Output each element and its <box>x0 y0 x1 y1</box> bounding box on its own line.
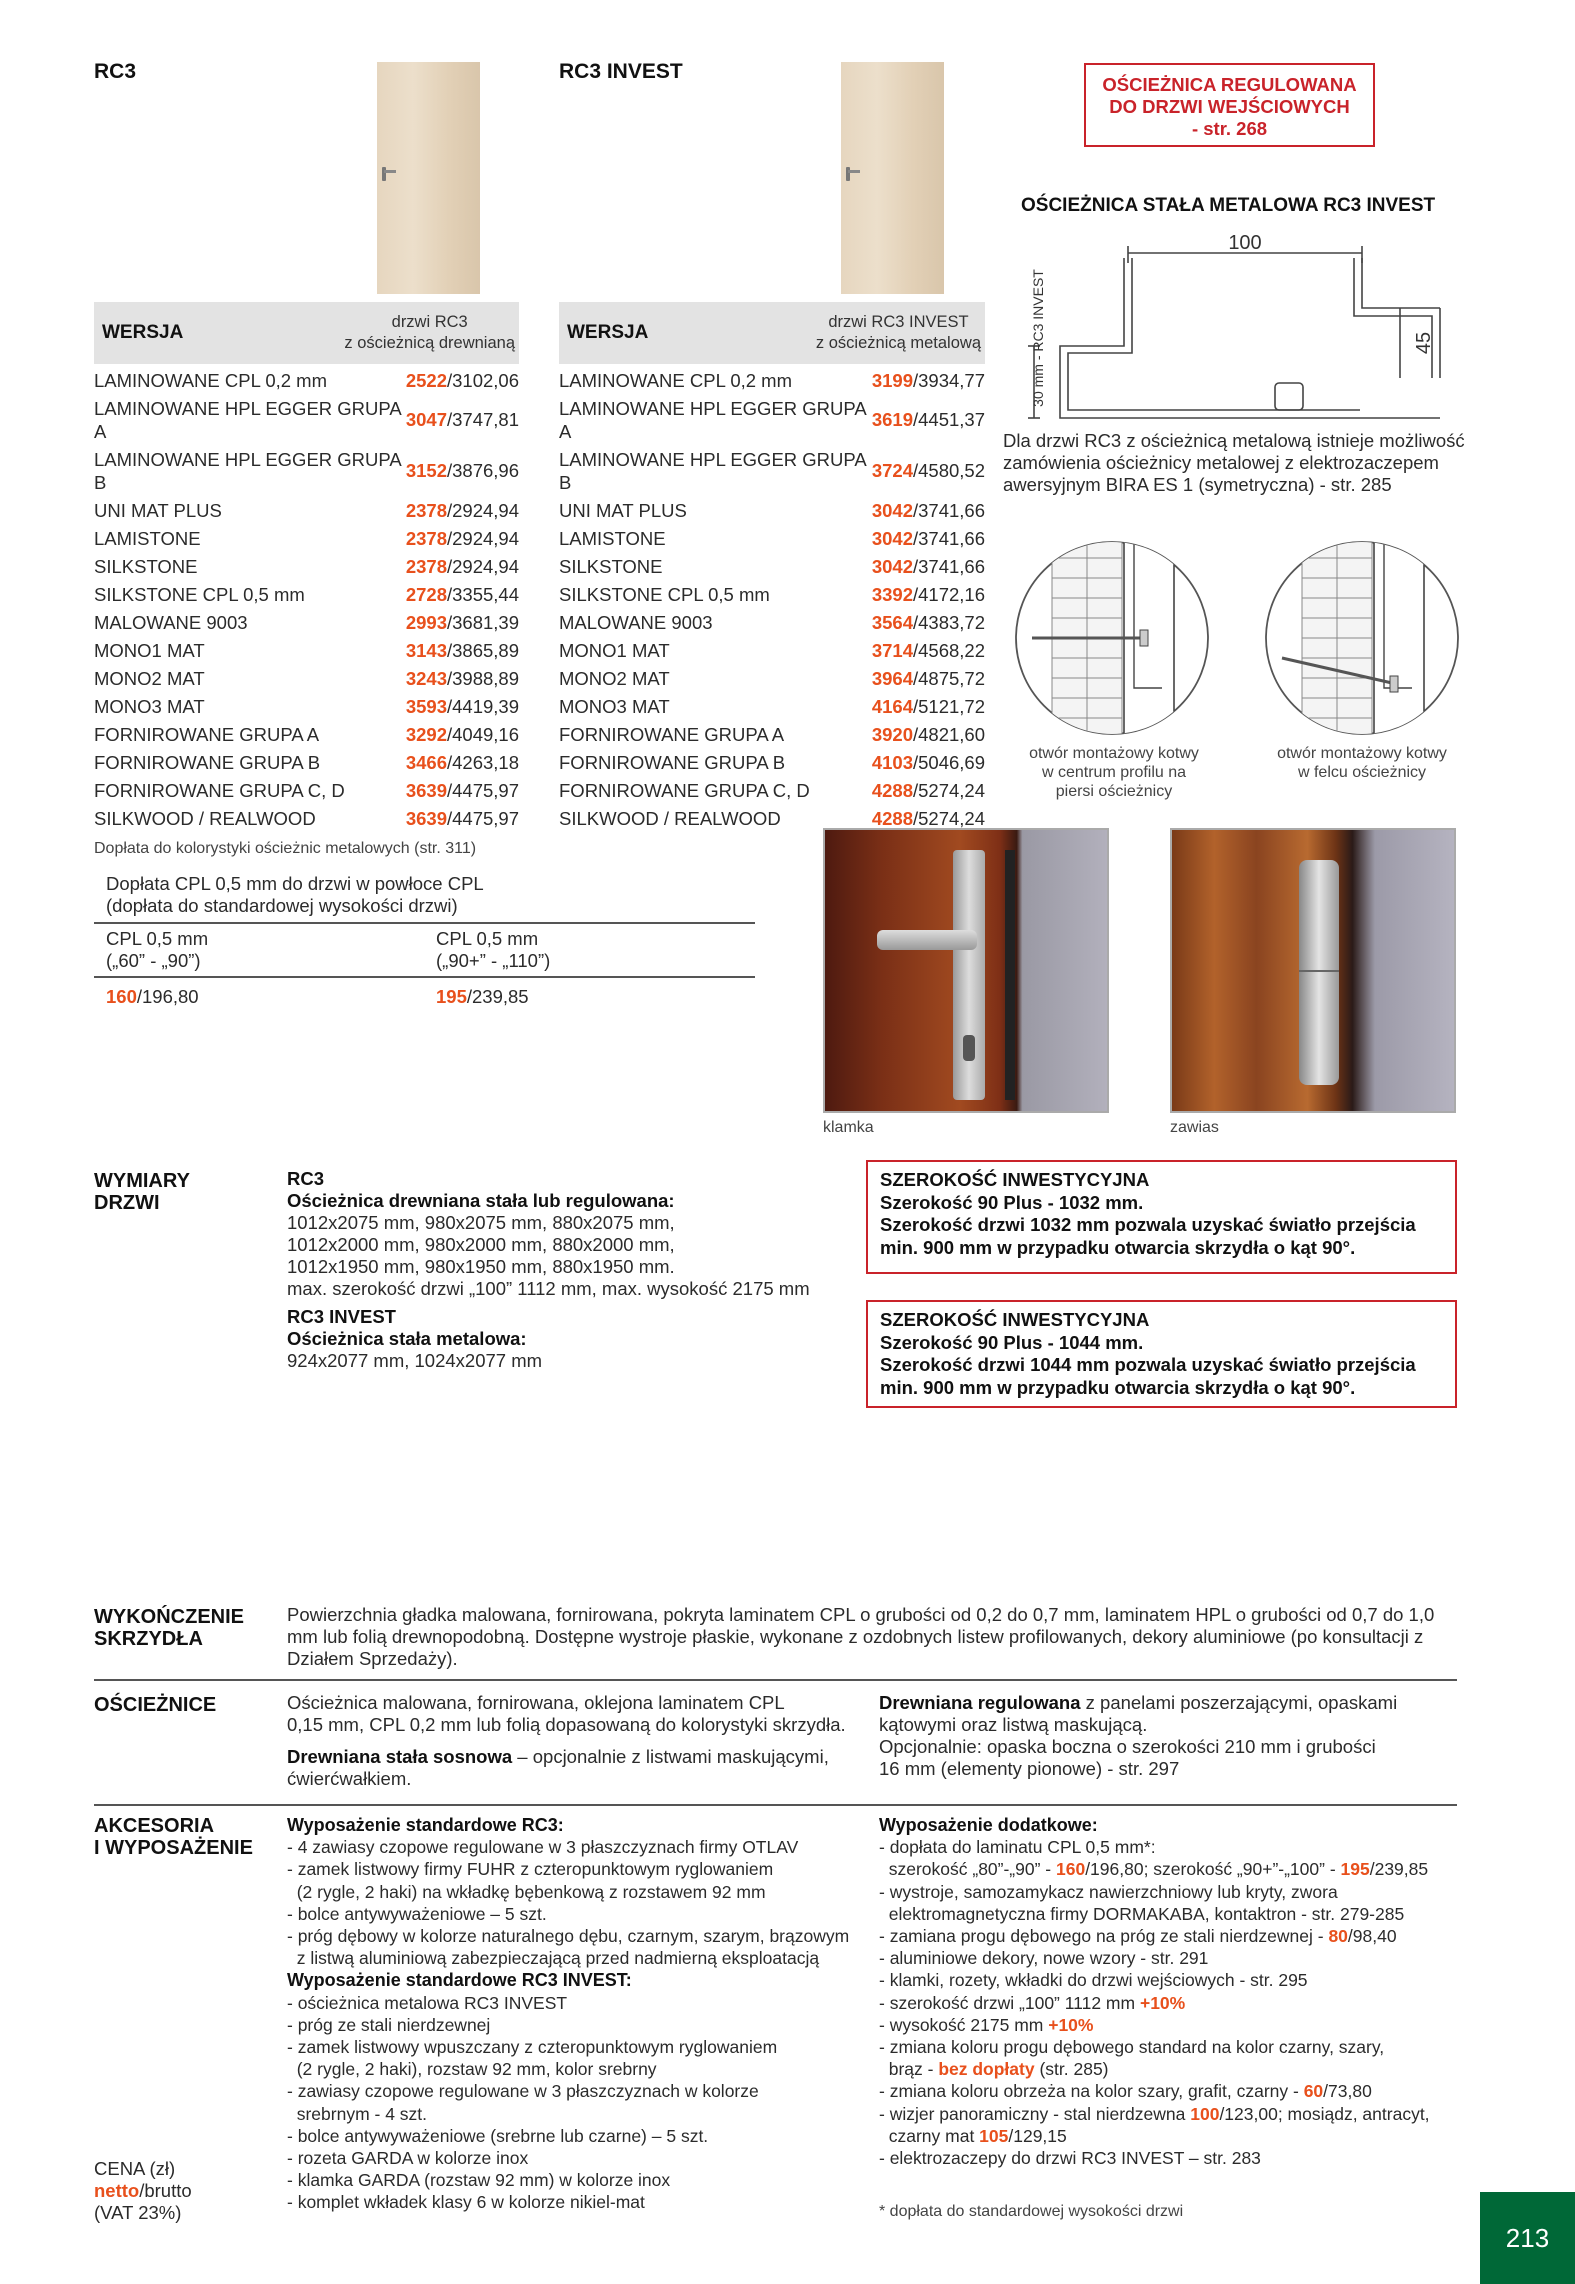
price-netto: 2993 <box>405 611 447 633</box>
rc3-door-image <box>377 62 480 294</box>
door-handle-lever-icon <box>384 170 396 173</box>
table-row <box>559 636 985 664</box>
rc3-header-version: WERSJA <box>102 322 184 343</box>
variant-name: UNI MAT PLUS <box>94 499 222 521</box>
price-brutto: /5046,69 <box>912 751 985 773</box>
price-netto: 3042 <box>871 527 913 549</box>
anchor-rebate-caption: otwór montażowy kotwy w felcu ościeżnicy <box>1277 745 1447 781</box>
extra-item-hardware: - aluminiowe dekory, nowe wzory - str. 291 - klamki, rozety, wkładki do drzwi wejściowych - str. 295 <box>879 1948 1308 1991</box>
price-netto: 3466 <box>405 751 447 773</box>
cpl-surcharge-title <box>106 873 484 917</box>
variant-name: FORNIROWANE GRUPA C, D <box>559 779 810 801</box>
price-netto: 3920 <box>871 723 913 745</box>
price-netto: 2522 <box>405 369 447 391</box>
door-handle-photo <box>823 828 1109 1113</box>
variant-price <box>872 748 985 776</box>
variant-price <box>872 496 985 524</box>
table-row <box>559 580 985 608</box>
variant-name: UNI MAT PLUS <box>559 499 687 521</box>
price-brutto: /4172,16 <box>912 583 985 605</box>
door-handle-lever-icon <box>848 170 860 173</box>
variant-price <box>406 524 519 552</box>
variant-name: LAMINOWANE HPL EGGER GRUPA B <box>94 448 401 493</box>
variant-price <box>406 664 519 692</box>
handle-plate-icon <box>953 850 985 1100</box>
table-row <box>559 552 985 580</box>
table-row <box>94 524 519 552</box>
investment-width-text-2: SZEROKOŚĆ INWESTYCYJNA Szerokość 90 Plus - 1044 mm. Szerokość drzwi 1044 mm pozwala uzyskać światło przejścia min. 900 mm w przypadku otwarcia skrzydła o kąt 90°. <box>880 1309 1416 1398</box>
cpl-col1-line2: („60” - „90”) <box>106 950 201 971</box>
price-legend-brutto: /brutto <box>139 2180 192 2201</box>
rc3-invest-table-header <box>559 302 985 364</box>
variant-name: MALOWANE 9003 <box>559 611 713 633</box>
extra-price-brutto: /239,85 <box>1369 1859 1429 1880</box>
table-row <box>94 608 519 636</box>
cpl-col1-header <box>106 928 208 972</box>
dim-rc3-subtitle: Ościeżnica drewniana stała lub regulowana: <box>287 1190 675 1211</box>
hinge-caption: zawias <box>1170 1119 1219 1136</box>
table-row <box>559 748 985 776</box>
extra-item-strikes: - elektrozaczepy do drzwi RC3 INVEST – str. 283 <box>879 2148 1261 2169</box>
variant-name: LAMISTONE <box>559 527 666 549</box>
extra-item-width <box>879 1992 1469 2014</box>
variant-price <box>406 720 519 748</box>
extra-price-brutto: /98,40 <box>1347 1926 1397 1947</box>
variant-name: LAMINOWANE CPL 0,2 mm <box>559 369 793 391</box>
profile-side-label: 30 mm - RC3 INVEST <box>1030 269 1046 407</box>
price-brutto: /3988,89 <box>446 667 519 689</box>
rc3-invest-title: RC3 INVEST <box>559 60 683 83</box>
regulated-frame-text: OŚCIEŻNICA REGULOWANA DO DRZWI WEJŚCIOWYCH - str. 268 <box>1102 74 1357 139</box>
cpl-price-1-netto: 160 <box>106 986 137 1007</box>
price-legend <box>94 2158 192 2224</box>
price-netto: 4288 <box>871 807 913 829</box>
extra-percent: +10% <box>1139 1992 1186 2013</box>
variant-price <box>872 524 985 552</box>
price-brutto: /5274,24 <box>912 779 985 801</box>
price-netto: 4164 <box>871 695 913 717</box>
divider <box>94 1679 1457 1681</box>
extra-price-netto: 60 <box>1303 2081 1324 2102</box>
extra-no-charge: bez dopłaty <box>938 2059 1035 2080</box>
extra-price-netto: 195 <box>1340 1859 1370 1880</box>
rc3-table-header <box>94 302 519 364</box>
cpl-price-1 <box>106 986 199 1008</box>
hinge-icon <box>1299 860 1339 1085</box>
price-brutto: /4475,97 <box>446 807 519 829</box>
frame-profile-diagram <box>1020 228 1450 428</box>
variant-price <box>872 366 985 394</box>
price-brutto: /3876,96 <box>446 460 519 481</box>
price-brutto: /4475,97 <box>446 779 519 801</box>
variant-price <box>872 692 985 720</box>
extra-title: Wyposażenie dodatkowe: <box>879 1815 1098 1835</box>
table-row <box>94 580 519 608</box>
extra-item-peephole <box>879 2103 1469 2125</box>
price-brutto: /3741,66 <box>912 555 985 577</box>
price-brutto: /3102,06 <box>446 369 519 391</box>
price-brutto: /3934,77 <box>912 369 985 391</box>
variant-price <box>406 394 519 445</box>
variant-name: LAMINOWANE CPL 0,2 mm <box>94 369 328 391</box>
handle-caption: klamka <box>823 1119 874 1136</box>
variant-name: LAMISTONE <box>94 527 201 549</box>
cpl-price-2-brutto: /239,85 <box>466 986 529 1007</box>
table-row <box>559 445 985 496</box>
price-netto: 3042 <box>871 499 913 521</box>
anchor-center-diagram <box>1012 538 1212 738</box>
table-row <box>94 776 519 804</box>
price-brutto: /2924,94 <box>446 527 519 549</box>
dim-invest-text: 924x2077 mm, 1024x2077 mm <box>287 1350 543 1371</box>
extra-item-threshold-color: - zmiana koloru progu dębowego standard na kolor czarny, szary, <box>879 2037 1385 2058</box>
std-rc3-list: - 4 zawiasy czopowe regulowane w 3 płaszczyznach firmy OTLAV - zamek listwowy firmy FUHR z czteropunktowym ryglowaniem (2 rygle, 2 haki) na wkładkę bębenkową z rozstawem 92 mm - bolce antywyważeniowe – 5 szt. - próg dębowy w kolorze naturalnego dębu, czarnym, szarym, brązowym z listwą aluminiową zabezpieczającą przed nadmierną eksploatacją <box>287 1837 850 1969</box>
extra-text: brąz - <box>879 2059 939 2080</box>
price-netto: 3639 <box>405 779 447 801</box>
price-netto: 2378 <box>405 499 447 521</box>
extra-text: /123,00; mosiądz, antracyt, <box>1219 2103 1430 2124</box>
variant-price <box>406 692 519 720</box>
variant-price <box>872 636 985 664</box>
metal-frame-color-note: Dopłata do kolorystyki ościeżnic metalowych (str. 311) <box>94 840 477 857</box>
regulated-frame-box <box>1084 63 1375 147</box>
variant-name: MONO2 MAT <box>94 667 205 689</box>
variant-price <box>872 664 985 692</box>
investment-width-text-1: SZEROKOŚĆ INWESTYCYJNA Szerokość 90 Plus - 1032 mm. Szerokość drzwi 1032 mm pozwala uzyskać światło przejścia min. 900 mm w przypadku otwarcia skrzydła o kąt 90°. <box>880 1169 1416 1258</box>
price-netto: 3199 <box>871 369 913 391</box>
lock-strip-icon <box>1005 850 1015 1100</box>
frames-regulated-title: Drewniana regulowana <box>879 1692 1081 1713</box>
anchor-rebate-diagram <box>1262 538 1462 738</box>
extra-price-netto: 80 <box>1328 1926 1348 1947</box>
variant-name: FORNIROWANE GRUPA A <box>94 723 320 745</box>
variant-name: SILKSTONE CPL 0,5 mm <box>94 583 305 605</box>
profile-width-label: 100 <box>1228 232 1262 254</box>
page-number: 213 <box>1480 2192 1575 2284</box>
profile-depth-label: 45 <box>1413 331 1435 355</box>
std-invest-title: Wyposażenie standardowe RC3 INVEST: <box>287 1970 632 1991</box>
cpl-surcharge-title-line1: Dopłata CPL 0,5 mm do drzwi w powłoce CPL <box>106 873 484 894</box>
table-row <box>559 776 985 804</box>
price-netto: 4288 <box>871 779 913 801</box>
finish-text: Powierzchnia gładka malowana, fornirowana, pokryta laminatem CPL o grubości od 0,2 do 0,7 mm, laminatem HPL o grubości od 0,7 do 1,0 mm lub folią drewnopodobną. Dostępne wystroje płaskie, wykonane z ozdobnych listew profilowanych, dekory aluminiowe (po konsultacji z Działem Sprzedaży). <box>287 1604 1435 1669</box>
handle-lever-icon <box>877 930 977 950</box>
price-brutto: /4049,16 <box>446 723 519 745</box>
price-netto: 3143 <box>405 639 447 661</box>
table-row <box>94 804 519 832</box>
price-brutto: /5121,72 <box>912 695 985 717</box>
price-brutto: /4568,22 <box>912 639 985 661</box>
price-netto: 2378 <box>405 555 447 577</box>
price-netto: 3724 <box>871 460 913 481</box>
investment-width-box-2 <box>866 1300 1457 1408</box>
variant-name: SILKSTONE <box>94 555 198 577</box>
extra-item-decor: - wystroje, samozamykacz nawierzchniowy lub kryty, zwora elektromagnetyczna firmy DORMAKABA, kontaktron - str. 279-285 <box>879 1881 1405 1924</box>
extra-item-peephole-2 <box>879 2125 1469 2147</box>
table-row <box>94 636 519 664</box>
std-rc3-title: Wyposażenie standardowe RC3: <box>287 1815 564 1835</box>
dim-invest-title: RC3 INVEST <box>287 1306 396 1327</box>
divider <box>94 1804 1457 1806</box>
table-row <box>559 720 985 748</box>
cpl-col2-line1: CPL 0,5 mm <box>436 928 539 949</box>
extra-text: - szerokość drzwi „100” 1112 mm <box>879 1992 1140 2013</box>
cpl-price-1-brutto: /196,80 <box>136 986 199 1007</box>
variant-name: MONO3 MAT <box>559 695 670 717</box>
variant-price <box>406 496 519 524</box>
variant-name: MONO3 MAT <box>94 695 205 717</box>
variant-price <box>406 608 519 636</box>
rc3-invest-door-image <box>841 62 944 294</box>
extra-price-netto: 105 <box>979 2125 1009 2146</box>
extra-text: szerokość „80”-„90” - <box>879 1859 1056 1880</box>
frames-pine-desc2: ćwierćwałkiem. <box>287 1768 412 1789</box>
rc3-invest-price-table <box>559 302 985 832</box>
frames-pine-title: Drewniana stała sosnowa <box>287 1746 513 1767</box>
rc3-header-frame-line2: z ościeżnicą drewnianą <box>344 334 515 352</box>
variant-price <box>406 636 519 664</box>
variant-name: LAMINOWANE HPL EGGER GRUPA B <box>559 448 866 493</box>
price-brutto: /3681,39 <box>446 611 519 633</box>
variant-name: LAMINOWANE HPL EGGER GRUPA A <box>559 397 866 442</box>
price-netto: 3714 <box>871 639 913 661</box>
cpl-col2-header <box>436 928 550 972</box>
extra-item-height <box>879 2014 1469 2036</box>
price-netto: 4103 <box>871 751 913 773</box>
variant-price <box>406 445 519 496</box>
table-row <box>559 608 985 636</box>
price-brutto: /4383,72 <box>912 611 985 633</box>
table-row <box>94 748 519 776</box>
variant-name: SILKWOOD / REALWOOD <box>94 807 316 829</box>
finish-label: WYKOŃCZENIE SKRZYDŁA <box>94 1606 244 1650</box>
divider <box>94 922 755 924</box>
extra-price-brutto: /73,80 <box>1323 2081 1372 2102</box>
price-netto: 3243 <box>405 667 447 689</box>
extra-text: - wysokość 2175 mm <box>879 2014 1049 2035</box>
frames-left-desc: Ościeżnica malowana, fornirowana, oklejona laminatem CPL 0,15 mm, CPL 0,2 mm lub folią dopasowaną do kolorystyki skrzydła. <box>287 1692 846 1735</box>
rc3-invest-header-frame-line1: drzwi RC3 INVEST <box>828 313 969 331</box>
rc3-invest-header-version: WERSJA <box>567 322 649 343</box>
price-brutto: /4875,72 <box>912 667 985 689</box>
table-row <box>94 720 519 748</box>
variant-price <box>872 720 985 748</box>
price-brutto: /2924,94 <box>446 499 519 521</box>
extra-text: - zmiana koloru obrzeża na kolor szary, grafit, czarny - <box>879 2081 1304 2102</box>
rc3-price-rows <box>94 366 519 832</box>
price-brutto: /4821,60 <box>912 723 985 745</box>
cpl-surcharge-title-line2: (dopłata do standardowej wysokości drzwi) <box>106 895 458 916</box>
variant-price <box>872 552 985 580</box>
variant-price <box>872 445 985 496</box>
price-legend-vat: (VAT 23%) <box>94 2202 182 2223</box>
table-row <box>559 524 985 552</box>
dim-rc3-title: RC3 <box>287 1168 325 1189</box>
extra-item-threshold <box>879 1925 1469 1947</box>
table-row <box>94 445 519 496</box>
dim-invest-subtitle: Ościeżnica stała metalowa: <box>287 1328 527 1349</box>
price-netto: 2728 <box>405 583 447 605</box>
price-brutto: /2924,94 <box>446 555 519 577</box>
price-brutto: /4451,37 <box>912 409 985 430</box>
dim-rc3-text: 1012x2075 mm, 980x2075 mm, 880x2075 mm, 1012x2000 mm, 980x2000 mm, 880x2000 mm, 1012x1950 mm, 980x1950 mm, 880x1950 mm. max. szerokość drzwi „100” 1112 mm, max. wysokość 2175 mm <box>287 1212 810 1299</box>
rc3-header-frame <box>344 312 515 354</box>
variant-name: MONO1 MAT <box>94 639 205 661</box>
variant-price <box>406 804 519 832</box>
profile-title: OŚCIEŻNICA STAŁA METALOWA RC3 INVEST <box>1021 195 1436 216</box>
variant-price <box>406 580 519 608</box>
table-row <box>94 366 519 394</box>
variant-name: LAMINOWANE HPL EGGER GRUPA A <box>94 397 401 442</box>
extra-text: (str. 285) <box>1034 2059 1109 2080</box>
price-netto: 3639 <box>405 807 447 829</box>
accessories-label: AKCESORIA I WYPOSAŻENIE <box>94 1815 253 1859</box>
variant-name: MONO2 MAT <box>559 667 670 689</box>
standard-equipment <box>287 1814 877 2214</box>
frames-regulated-desc2: kątowymi oraz listwą maskującą. Opcjonalnie: opaska boczna o szerokości 210 mm i grubości 16 mm (elementy pionowe) - str. 297 <box>879 1714 1376 1779</box>
price-brutto: /3741,66 <box>912 527 985 549</box>
hinge-photo <box>1170 828 1456 1113</box>
hinge-joint-icon <box>1299 970 1339 972</box>
variant-name: FORNIROWANE GRUPA B <box>559 751 786 773</box>
rc3-price-table <box>94 302 519 832</box>
extra-text: czarny mat <box>879 2125 980 2146</box>
investment-width-box-1 <box>866 1160 1457 1274</box>
price-brutto: /5274,24 <box>912 807 985 829</box>
profile-outline-outer <box>1060 258 1440 418</box>
cpl-price-2-netto: 195 <box>436 986 467 1007</box>
price-brutto: /4263,18 <box>446 751 519 773</box>
table-row <box>94 692 519 720</box>
variant-name: SILKSTONE <box>559 555 663 577</box>
variant-name: FORNIROWANE GRUPA B <box>94 751 321 773</box>
table-row <box>559 394 985 445</box>
price-netto: 3619 <box>871 409 913 430</box>
table-row <box>559 366 985 394</box>
table-row <box>94 664 519 692</box>
frames-right-text <box>879 1692 1459 1780</box>
variant-price <box>406 776 519 804</box>
variant-name: SILKWOOD / REALWOOD <box>559 807 781 829</box>
price-brutto: /3355,44 <box>446 583 519 605</box>
price-netto: 3152 <box>405 460 447 481</box>
rc3-invest-header-frame-line2: z ościeżnicą metalową <box>815 334 981 352</box>
variant-name: MONO1 MAT <box>559 639 670 661</box>
price-legend-currency: CENA (zł) <box>94 2158 176 2179</box>
divider <box>94 976 755 978</box>
variant-price <box>406 552 519 580</box>
price-netto: 3593 <box>405 695 447 717</box>
dimensions-label: WYMIARY DRZWI <box>94 1170 190 1214</box>
extra-equipment <box>879 1814 1469 2169</box>
std-invest-list: - ościeżnica metalowa RC3 INVEST - próg ze stali nierdzewnej - zamek listwowy wpuszczany z czteropunktowym ryglowaniem (2 rygle, 2 haki), rozstaw 92 mm, kolor srebrny - zawiasy czopowe regulowane w 3 płaszczyznach w kolorze srebrnym - 4 szt. - bolce antywyważeniowe (srebrne lub czarne) – 5 szt. - rozeta GARDA w kolorze inox - klamka GARDA (rozstaw 92 mm) w kolorze inox - komplet wkładek klasy 6 w kolorze nikiel-mat <box>287 1992 778 2213</box>
price-netto: 3964 <box>871 667 913 689</box>
anchor-center-caption: otwór montażowy kotwy w centrum profilu na piersi ościeżnicy <box>1029 745 1199 800</box>
table-row <box>559 692 985 720</box>
cpl-col1-line1: CPL 0,5 mm <box>106 928 209 949</box>
variant-price <box>872 608 985 636</box>
variant-price <box>406 366 519 394</box>
extra-percent: +10% <box>1048 2014 1094 2035</box>
variant-name: MALOWANE 9003 <box>94 611 248 633</box>
extra-text: - zamiana progu dębowego na próg ze stali nierdzewnej - <box>879 1926 1329 1947</box>
price-netto: 3047 <box>405 409 447 430</box>
cpl-price-2 <box>436 986 529 1008</box>
extra-price-netto: 160 <box>1055 1859 1086 1880</box>
extra-item-edge-color <box>879 2080 1469 2102</box>
rc3-invest-price-rows <box>559 366 985 832</box>
metal-frame-note: Dla drzwi RC3 z ościeżnicą metalową istnieje możliwość zamówienia ościeżnicy metalowej z elektrozaczepem awersyjnym BIRA ES 1 (symetryczna) - str. 285 <box>1003 430 1465 495</box>
variant-name: FORNIROWANE GRUPA C, D <box>94 779 345 801</box>
variant-name: SILKSTONE CPL 0,5 mm <box>559 583 770 605</box>
table-row <box>94 394 519 445</box>
dimensions-content <box>287 1168 847 1372</box>
profile-outline-inner <box>1068 258 1360 410</box>
frames-left-text <box>287 1692 867 1790</box>
price-brutto: /3741,66 <box>912 499 985 521</box>
profile-seal-shape <box>1275 383 1303 410</box>
extra-price-brutto: /129,15 <box>1008 2125 1067 2146</box>
price-brutto: /4580,52 <box>912 460 985 481</box>
variant-price <box>872 394 985 445</box>
keyhole-icon <box>963 1035 975 1061</box>
price-brutto: /3747,81 <box>446 409 519 430</box>
price-netto: 3292 <box>405 723 447 745</box>
extra-text: - wizjer panoramiczny - stal nierdzewna <box>879 2103 1191 2124</box>
frames-pine-desc: – opcjonalnie z listwami maskującymi, <box>512 1746 829 1767</box>
variant-price <box>406 748 519 776</box>
extra-item-threshold-color-2 <box>879 2058 1469 2080</box>
price-netto: 3392 <box>871 583 913 605</box>
variant-name: FORNIROWANE GRUPA A <box>559 723 785 745</box>
price-netto: 2378 <box>405 527 447 549</box>
extra-text: /196,80; szerokość „90+”-„100” - <box>1085 1859 1341 1880</box>
variant-price <box>872 580 985 608</box>
rc3-invest-header-frame <box>816 312 981 354</box>
price-netto: 3564 <box>871 611 913 633</box>
table-row <box>94 552 519 580</box>
variant-price <box>872 776 985 804</box>
price-netto: 3042 <box>871 555 913 577</box>
price-legend-netto: netto <box>94 2180 140 2201</box>
table-row <box>559 496 985 524</box>
price-brutto: /4419,39 <box>446 695 519 717</box>
rc3-header-frame-line1: drzwi RC3 <box>391 313 468 331</box>
extra-price-netto: 100 <box>1190 2103 1220 2124</box>
table-row <box>559 664 985 692</box>
extra-item-cpl: - dopłata do laminatu CPL 0,5 mm*: <box>879 1837 1156 1858</box>
cpl-col2-line2: („90+” - „110”) <box>436 950 551 971</box>
frames-label: OŚCIEŻNICE <box>94 1694 217 1716</box>
frames-regulated-desc: z panelami poszerzającymi, opaskami <box>1080 1692 1398 1713</box>
extra-item-cpl-prices <box>879 1858 1469 1880</box>
rc3-title: RC3 <box>94 60 137 83</box>
table-row <box>94 496 519 524</box>
footnote: * dopłata do standardowej wysokości drzwi <box>879 2203 1184 2220</box>
price-brutto: /3865,89 <box>446 639 519 661</box>
